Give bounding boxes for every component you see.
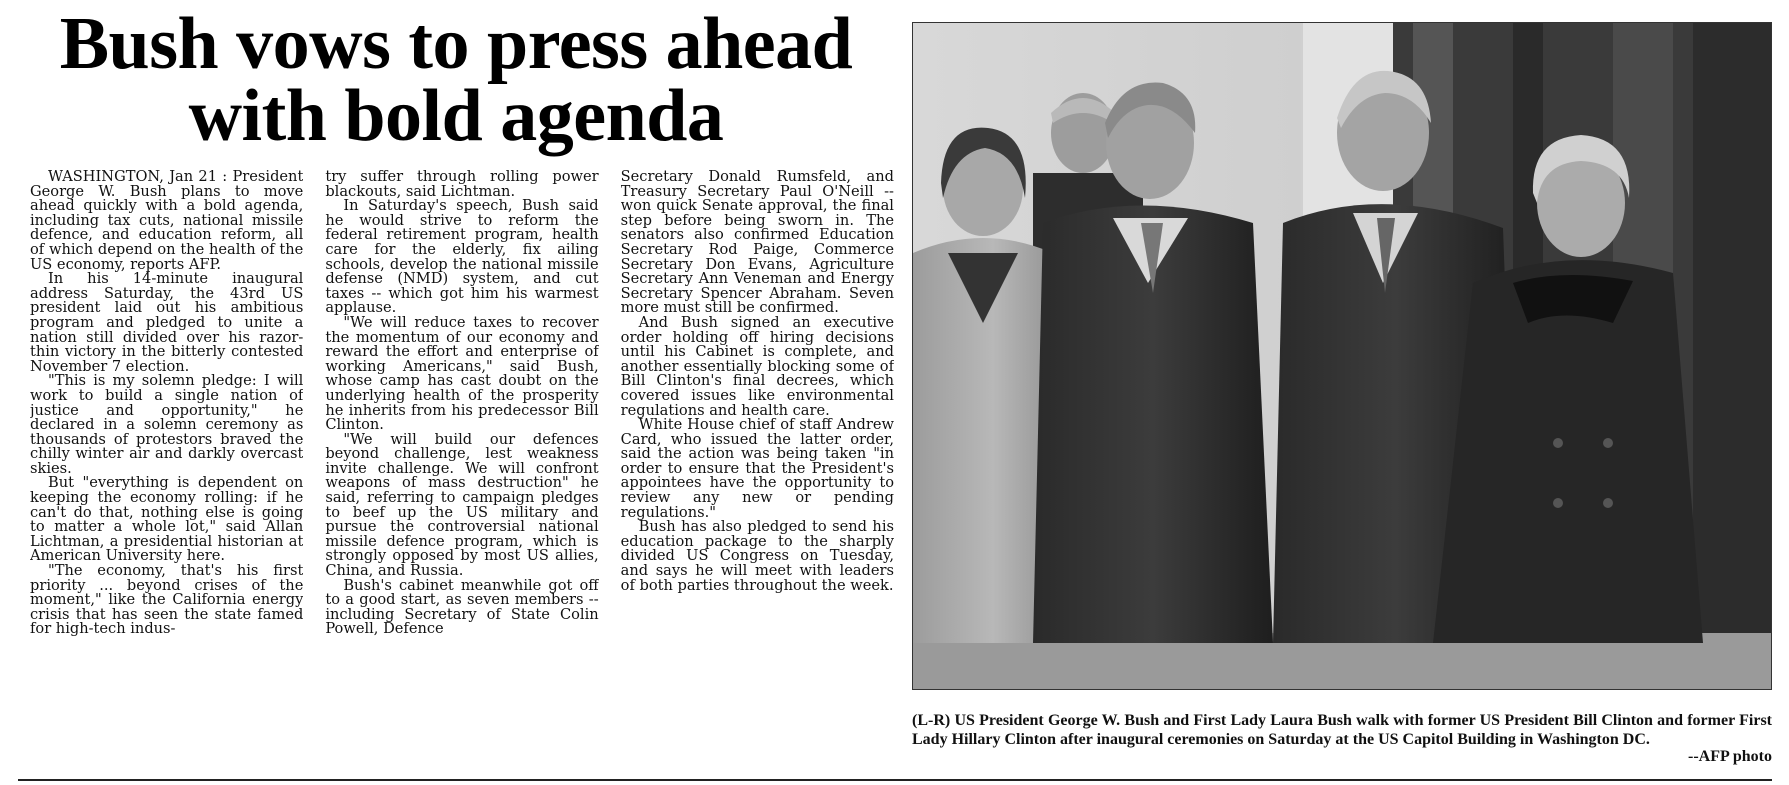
- paragraph: try suffer through rolling power blackouts, said Lichtman.: [325, 170, 599, 200]
- headline-line-1: Bush vows to press ahead: [59, 3, 853, 85]
- paragraph: "The economy, that's his first priority ... beyond crises of the moment," like the California energy crisis that has seen the state famed for high-tech indus-: [30, 562, 304, 638]
- paragraph: White House chief of staff Andrew Card, who issued the latter order, said the action was being taken "in order to ensure that the President's appointees have the opportunity to review any new or pending regulations.": [620, 416, 894, 521]
- news-photo: [912, 22, 1772, 690]
- article-body: [30, 170, 894, 774]
- paragraph: "We will reduce taxes to recover the momentum of our economy and reward the effort and enterprise of working Americans," said Bush, whose camp has cast doubt on the underlying health of the prosperity he inherits from his predecessor Bill Clinton.: [325, 313, 599, 434]
- photo-credit: --AFP photo: [1688, 748, 1772, 765]
- article-column-3: [621, 170, 894, 774]
- paragraph: Bush has also pledged to send his education package to the sharply divided US Congress on Tuesday, and says he will meet with leaders of both parties throughout the week.: [620, 518, 894, 594]
- photo-caption: [912, 712, 1772, 767]
- paragraph: "This is my solemn pledge: I will work to build a single nation of justice and opportunity," he declared in a solemn ceremony as thousands of protestors braved the chilly winter air and darkly overcast skies.: [30, 372, 304, 477]
- paragraph: Bush's cabinet meanwhile got off to a good start, as seven members -- including Secretary of State Colin Powell, Defence: [325, 576, 599, 638]
- paragraph: Secretary Donald Rumsfeld, and Treasury Secretary Paul O'Neill -- won quick Senate approval, the final step before being sworn in. The senators also confirmed Education Secretary Rod Paige, Commerce Secretary Don Evans, Agriculture Secretary Ann Veneman and Energy Secretary Spencer Abraham. Seven more must still be confirmed.: [620, 170, 894, 317]
- caption-text: (L-R) US President George W. Bush and First Lady Laura Bush walk with former US President Bill Clinton and former First Lady Hillary Clinton after inaugural ceremonies on Saturday at the US Capitol Building in Washington DC.: [912, 712, 1772, 748]
- paragraph: In his 14-minute inaugural address Saturday, the 43rd US president laid out his ambitious program and pledged to unite a nation still divided over his razor-thin victory in the bitterly contested November 7 election.: [30, 270, 304, 375]
- headline: [18, 3, 894, 157]
- article-column-2: [325, 170, 598, 774]
- paragraph: But "everything is dependent on keeping the economy rolling: if he can't do that, nothing else is going to matter a whole lot," said Allan Lichtman, a presidential historian at American University here.: [30, 474, 304, 565]
- bottom-rule: [18, 779, 1772, 781]
- article-column-1: [30, 170, 303, 774]
- paragraph: WASHINGTON, Jan 21 : President George W. Bush plans to move ahead quickly with a bold agenda, including tax cuts, national missile defence, and education reform, all of which depend on the health of the US economy, reports AFP.: [30, 170, 304, 273]
- paragraph: And Bush signed an executive order holding off hiring decisions until his Cabinet is complete, and another essentially blocking some of Bill Clinton's final decrees, which covered issues like environmental regulations and health care.: [620, 313, 894, 419]
- paragraph: "We will build our defences beyond challenge, lest weakness invite challenge. We will confront weapons of mass destruction" he said, referring to campaign pledges to beef up the US military and pursue the controversial national missile defence program, which is strongly opposed by most US allies, China, and Russia.: [325, 430, 599, 580]
- headline-line-2: with bold agenda: [188, 75, 724, 157]
- paragraph: In Saturday's speech, Bush said he would strive to reform the federal retirement program, health care for the elderly, fix ailing schools, develop the national missile defense (NMD) system, and cut taxes -- which got him his warmest applause.: [325, 197, 599, 317]
